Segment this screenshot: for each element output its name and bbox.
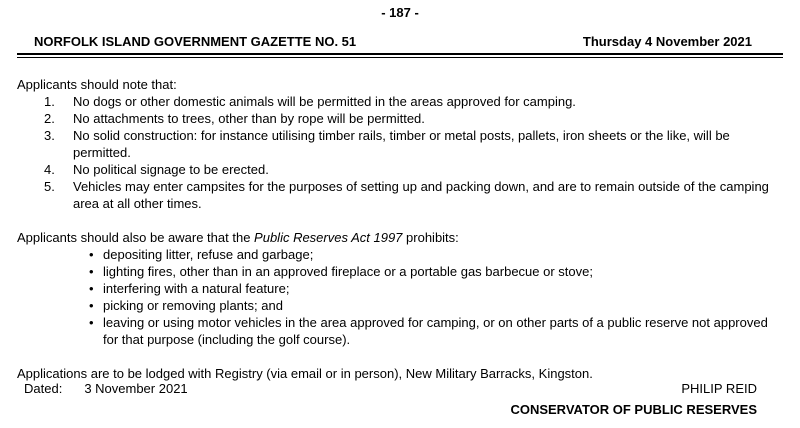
condition-text: No solid construction: for instance utilising timber rails, timber or metal posts, pallets, iron sheets or the like, will be permitted. (73, 128, 730, 160)
bullet-icon: • (89, 281, 94, 296)
gazette-title: NORFOLK ISLAND GOVERNMENT GAZETTE NO. 51 (34, 34, 357, 49)
intro-text: Applicants should note that: (17, 77, 177, 92)
prohibition-item (17, 314, 777, 348)
prohibition-item (17, 246, 777, 263)
signatory-name: PHILIP REID (681, 381, 757, 396)
lodging-text: Applications are to be lodged with Registry (via email or in person), New Military Barracks, Kingston. (17, 366, 593, 381)
dated-line (17, 380, 188, 397)
condition-text: Vehicles may enter campsites for the purposes of setting up and packing down, and are to remain outside of the camping area at all other times. (73, 179, 769, 211)
bullet-icon: • (89, 247, 94, 262)
prohibits-tail: prohibits: (402, 230, 459, 245)
page-number: - 187 - (381, 5, 419, 20)
bullet-icon: • (89, 298, 94, 313)
condition-item (17, 178, 777, 212)
gazette-header (34, 34, 752, 49)
prohibition-item (17, 263, 777, 280)
condition-item (17, 93, 777, 110)
condition-number: 3. (44, 128, 55, 143)
condition-item (17, 110, 777, 127)
bullet-icon: • (89, 315, 94, 330)
dated-label: Dated: (24, 381, 63, 396)
prohibits-lead: Applicants should also be aware that the (17, 230, 255, 245)
act-name: Public Reserves Act 1997 (254, 230, 403, 245)
prohibition-text: depositing litter, refuse and garbage; (103, 247, 314, 262)
prohibition-item (17, 297, 777, 314)
bullet-icon: • (89, 264, 94, 279)
prohibits-intro (17, 229, 777, 246)
condition-text: No attachments to trees, other than by rope will be permitted. (73, 111, 425, 126)
conditions-list (17, 93, 777, 212)
dated-value: 3 November 2021 (84, 381, 188, 396)
prohibition-text: lighting fires, other than in an approved fireplace or a portable gas barbecue or stove; (103, 264, 593, 279)
condition-number: 4. (44, 162, 55, 177)
prohibitions-list (17, 246, 777, 348)
signatory-office: CONSERVATOR OF PUBLIC RESERVES (510, 402, 757, 417)
condition-item (17, 161, 777, 178)
prohibition-item (17, 280, 777, 297)
prohibition-text: picking or removing plants; and (103, 298, 283, 313)
signoff (17, 380, 757, 418)
notice-body (17, 76, 777, 382)
condition-number: 1. (44, 94, 55, 109)
condition-number: 2. (44, 111, 55, 126)
gazette-date: Thursday 4 November 2021 (582, 34, 752, 49)
condition-number: 5. (44, 179, 55, 194)
condition-text: No political signage to be erected. (73, 162, 269, 177)
header-rule-thick (17, 53, 783, 55)
header-rule-thin (17, 57, 783, 58)
condition-text: No dogs or other domestic animals will be permitted in the areas approved for camping. (73, 94, 576, 109)
condition-item (17, 127, 777, 161)
prohibition-text: leaving or using motor vehicles in the area approved for camping, or on other parts of a public reserve not approved for that purpose (including the golf course). (103, 315, 768, 347)
prohibition-text: interfering with a natural feature; (103, 281, 290, 296)
